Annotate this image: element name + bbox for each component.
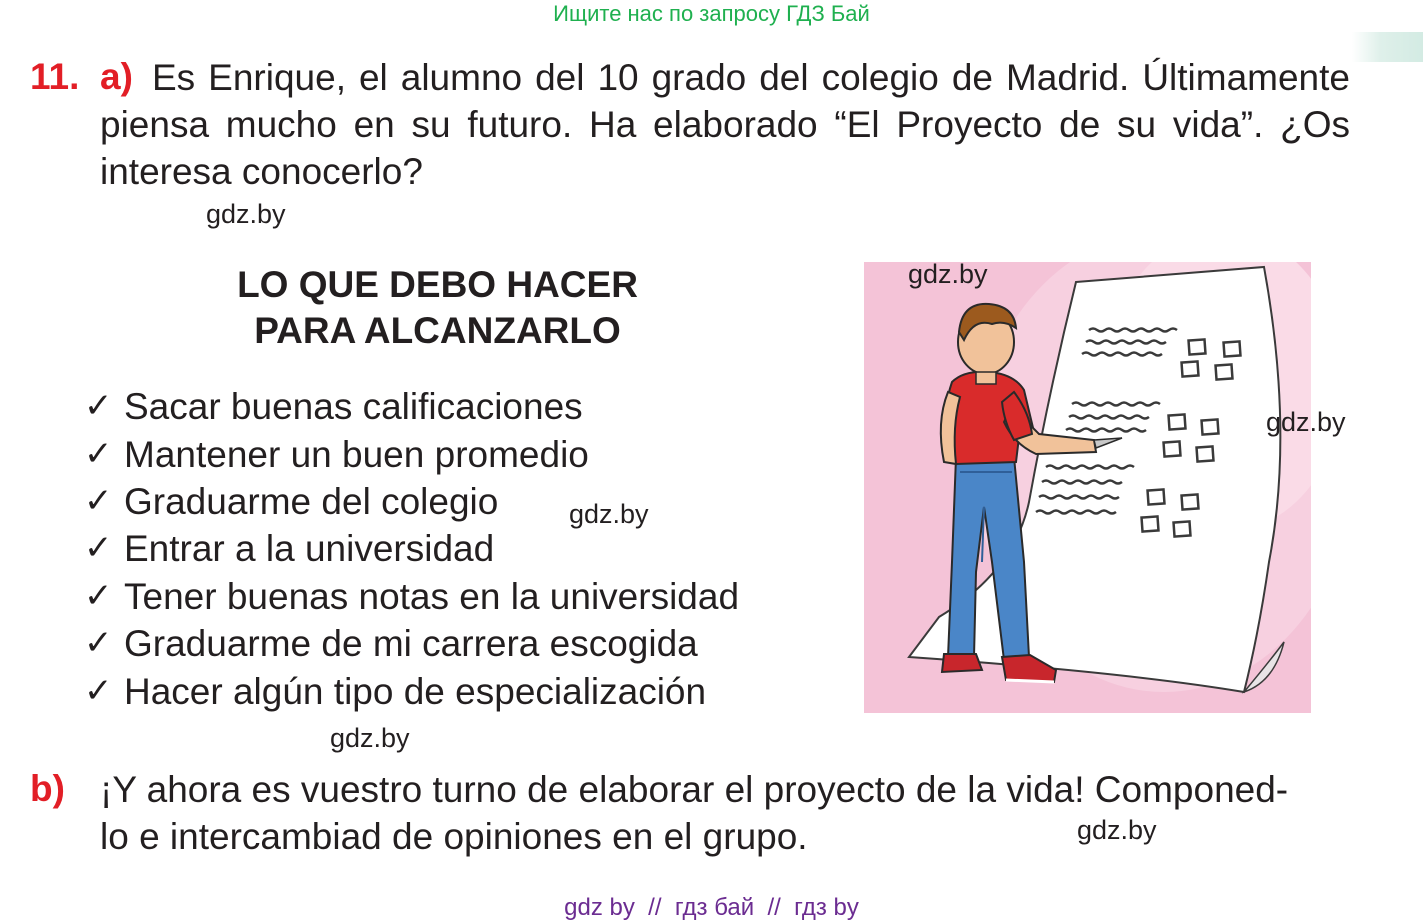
list-item-text: Graduarme del colegio xyxy=(124,480,499,522)
part-b-text xyxy=(100,766,1350,860)
list-item-text: Graduarme de mi carrera escogida xyxy=(124,623,698,665)
list-title xyxy=(170,262,705,354)
checkmark-icon: ✓ xyxy=(84,387,113,426)
checkmark-icon: ✓ xyxy=(84,481,113,520)
watermark: gdz.by xyxy=(1266,407,1346,437)
watermark: gdz.by xyxy=(206,199,286,229)
checkmark-icon: ✓ xyxy=(84,576,113,615)
intro-line-1: Es Enrique, el alumno del 10 grado del colegio de Madrid. Últimamente xyxy=(152,57,1350,98)
footer-watermark: gdz by // гдз бай // гдз by xyxy=(564,894,859,921)
corner-decoration xyxy=(1352,32,1423,62)
watermark: gdz.by xyxy=(330,723,410,753)
intro-line-2: piensa mucho en su futuro. Ha elaborado “El Proyecto de su vida”. ¿Os xyxy=(100,104,1350,145)
part-b-line-1: ¡Y ahora es vuestro turno de elaborar el proyecto de la vida! Componed- xyxy=(100,769,1289,810)
goals-checklist xyxy=(84,383,739,715)
task-intro xyxy=(100,54,1350,195)
list-item xyxy=(84,430,739,477)
checkmark-icon: ✓ xyxy=(84,671,113,710)
list-item xyxy=(84,573,739,620)
watermark: gdz.by xyxy=(908,259,988,289)
checkmark-icon: ✓ xyxy=(84,529,113,568)
illustration-svg xyxy=(864,262,1311,713)
boy-with-checklist-illustration xyxy=(864,262,1311,713)
list-title-line-2: PARA ALCANZARLO xyxy=(254,310,621,351)
checkmark-icon: ✓ xyxy=(84,624,113,663)
watermark: gdz.by xyxy=(1077,815,1157,845)
list-item-text: Entrar a la universidad xyxy=(124,528,495,570)
list-item-text: Tener buenas notas en la universidad xyxy=(124,575,740,617)
list-item xyxy=(84,667,739,714)
part-b-label: b) xyxy=(30,768,65,809)
intro-line-3: interesa conocerlo? xyxy=(100,151,423,192)
watermark: gdz.by xyxy=(569,499,649,529)
list-item-text: Sacar buenas calificaciones xyxy=(124,386,583,428)
part-a-label: a) xyxy=(100,56,133,97)
list-item xyxy=(84,620,739,667)
part-b-line-2: lo e intercambiad de opiniones en el grupo. xyxy=(100,816,808,857)
list-item xyxy=(84,525,739,572)
checkmark-icon: ✓ xyxy=(84,434,113,473)
list-item-text: Mantener un buen promedio xyxy=(124,433,589,475)
list-item xyxy=(84,383,739,430)
list-title-line-1: LO QUE DEBO HACER xyxy=(237,264,638,305)
list-item-text: Hacer algún tipo de especialización xyxy=(124,670,707,712)
top-banner: Ищите нас по запросу ГДЗ Бай xyxy=(553,1,870,26)
task-number: 11. xyxy=(30,56,80,97)
